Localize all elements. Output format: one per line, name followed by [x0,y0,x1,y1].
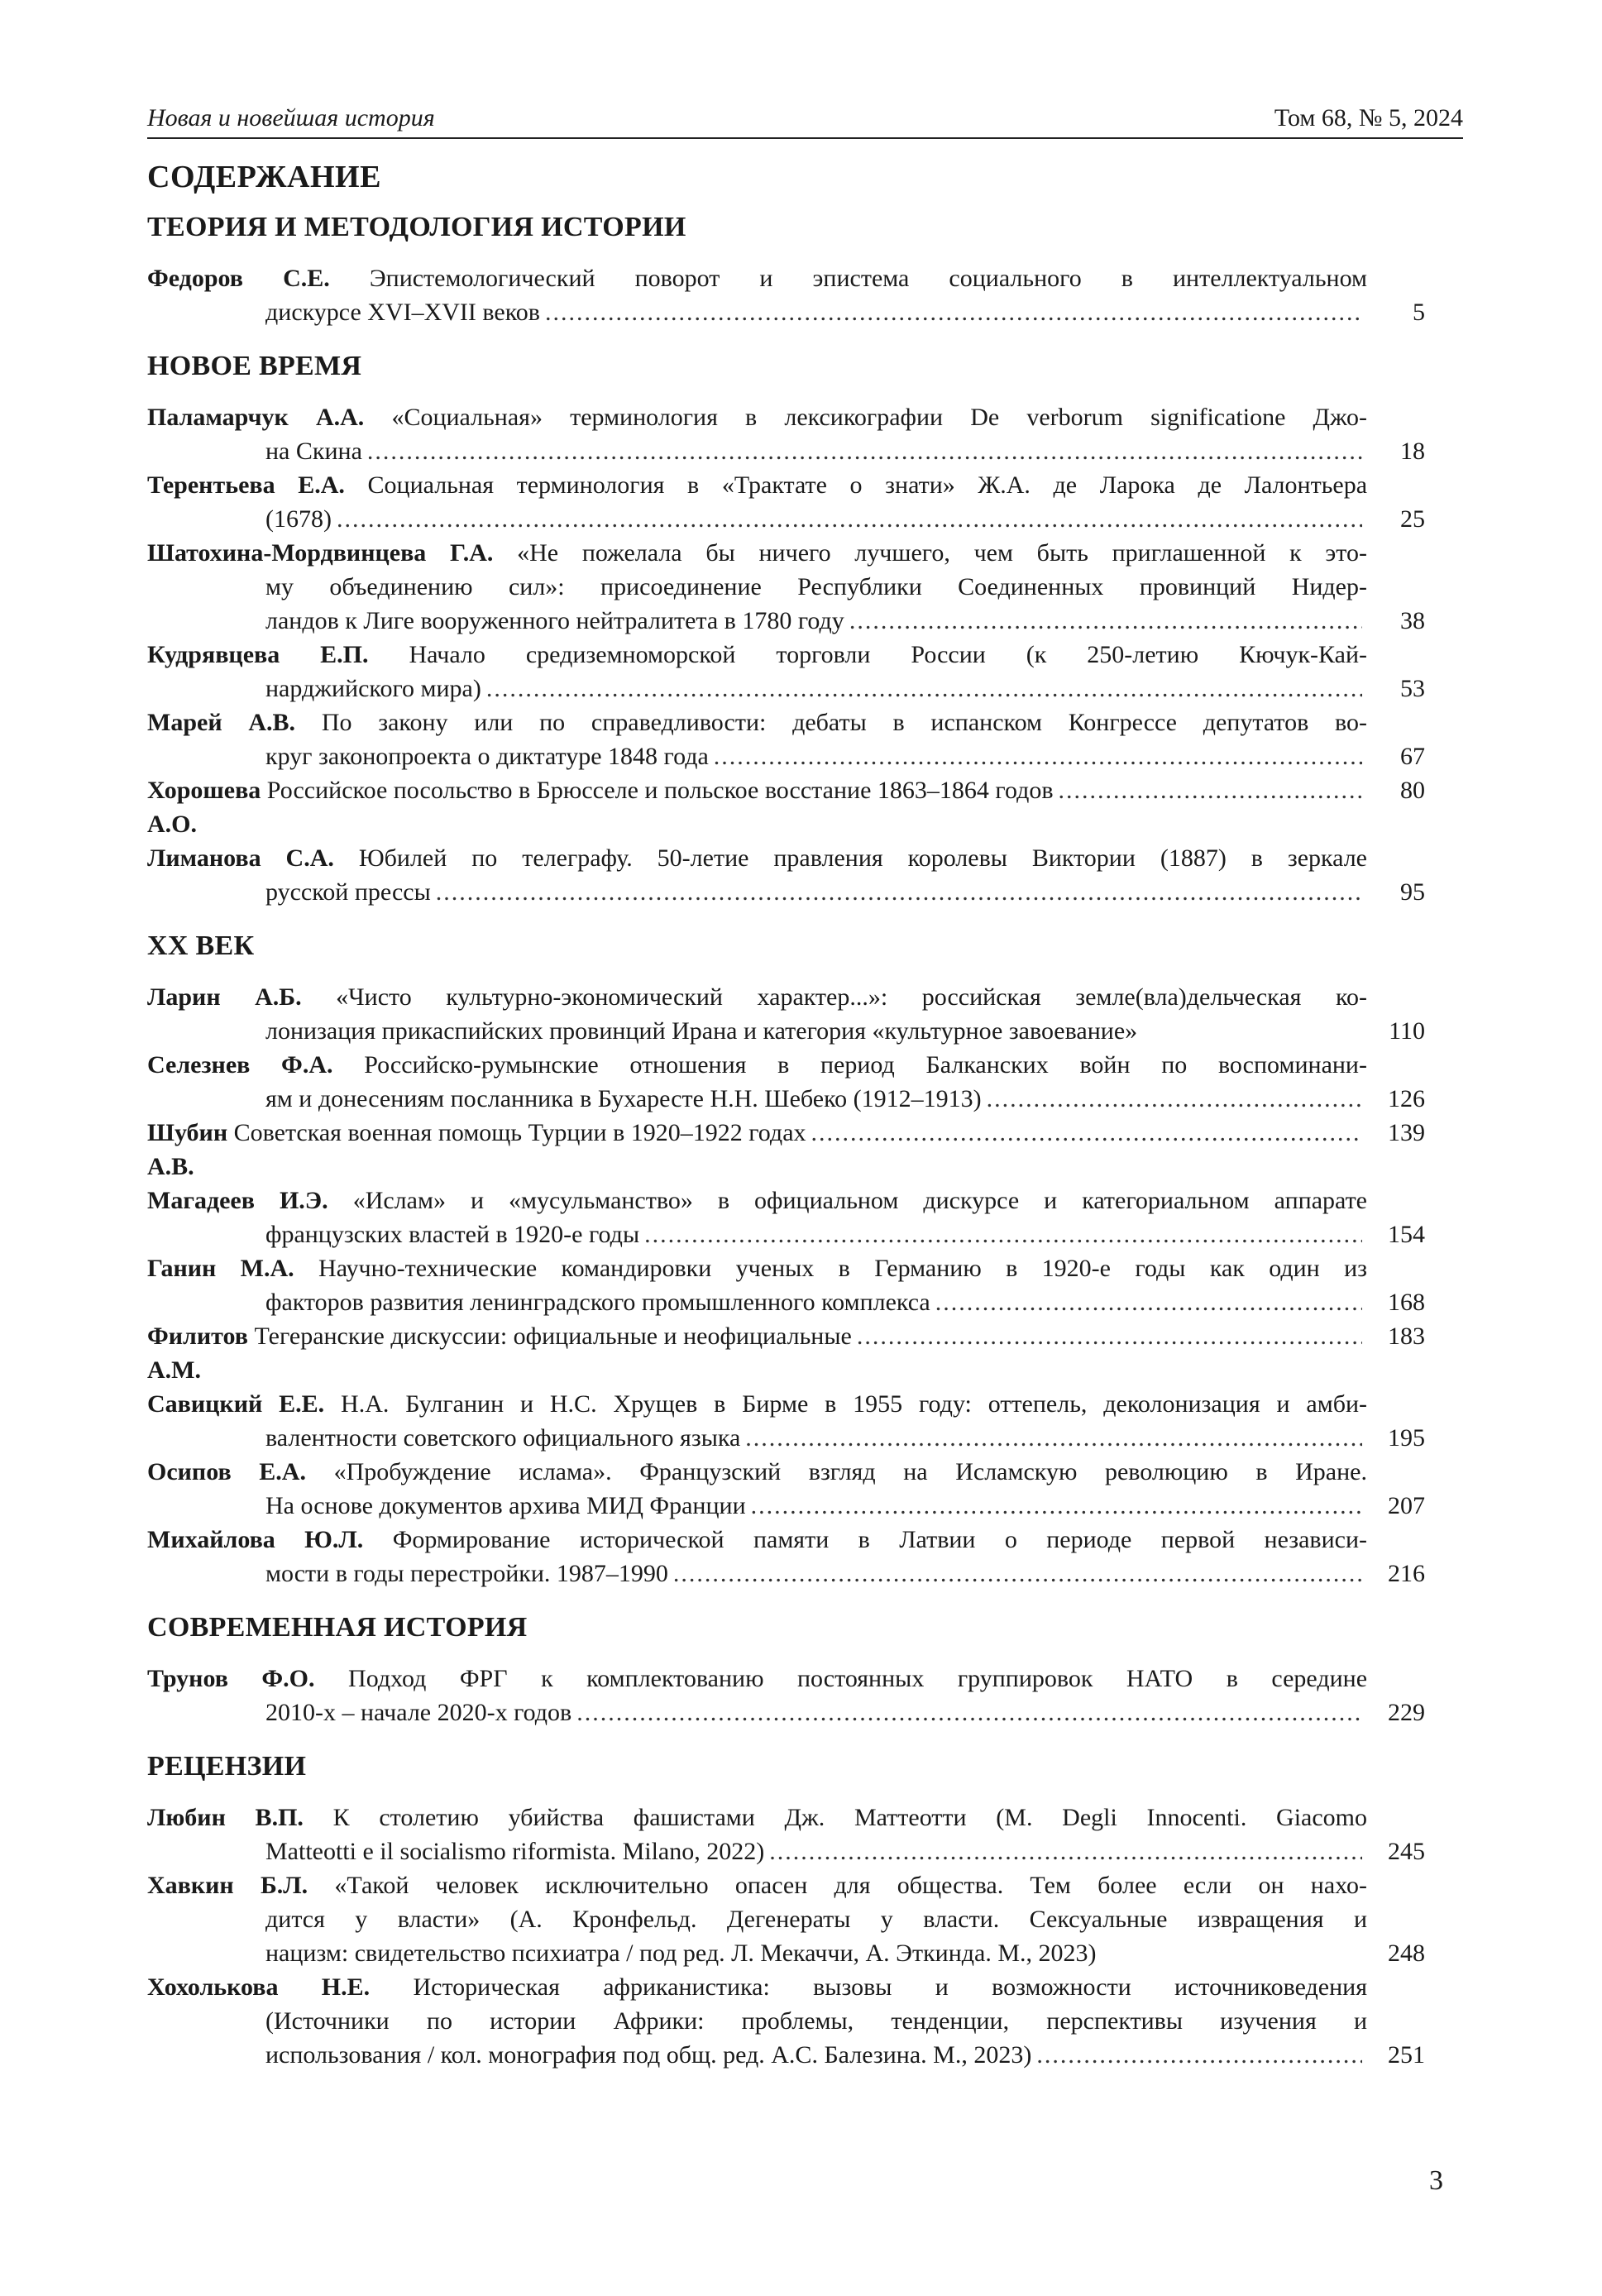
entry-title-line: Формирование исторической памяти в Латвии о периоде первой независи- [392,1526,1367,1553]
entry-title-line: французских властей в 1920-е годы [265,1221,640,1248]
entry-title-line: «Пробуждение ислама». Французский взгляд на Исламскую революцию в Иране. [333,1458,1367,1485]
dot-leader [714,739,1362,773]
entry-title-line: нацизм: свидетельство психиатра / под ред. Л. Мекаччи, А. Эткинда. М., 2023) [265,1940,1097,1967]
entry-page-number: 5 [1413,299,1425,326]
entry-author: Савицкий Е.Е. [147,1390,325,1418]
toc-entry[interactable] [147,1868,1425,1970]
entry-author: Любин В.П. [147,1804,304,1831]
toc-entry[interactable] [147,468,1425,536]
toc-list [147,261,1425,329]
dot-leader [1036,2038,1362,2072]
entry-title-line: «Такой человек исключительно опасен для общества. Тем более если он нахо- [334,1872,1367,1899]
table-of-contents [147,159,1425,2072]
entry-page-number: 139 [1388,1119,1425,1146]
entry-page-number: 110 [1389,1017,1425,1045]
entry-author: Ларин А.Б. [147,983,302,1011]
entry-title-line: К столетию убийства фашистами Дж. Маттеотти (M. Degli Innocenti. Giacomo [332,1804,1368,1831]
entry-page-number: 154 [1388,1221,1425,1248]
entry-title-line: «Социальная» терминология в лексикографии De verborum significatione Джо- [391,404,1367,431]
entry-author: Селезнев Ф.А. [147,1051,333,1079]
toc-entry[interactable] [147,1251,1425,1319]
dot-leader [486,672,1362,706]
toc-entry[interactable] [147,706,1425,773]
toc-list [147,980,1425,1590]
entry-title-line: Н.А. Булганин и Н.С. Хрущев в Бирме в 1955 году: оттепель, деколонизация и амби- [341,1390,1368,1418]
entry-page-number: 248 [1388,1940,1425,1967]
toc-entry[interactable] [147,1523,1425,1590]
entry-page-number: 216 [1388,1560,1425,1587]
entry-title-line: Историческая африканистика: вызовы и возможности источниковедения [413,1973,1368,2001]
section-title: XX ВЕК [147,930,255,961]
entry-title-line: русской прессы [265,878,431,906]
journal-title: Новая и новейшая история [147,104,435,132]
entry-title-line: круг законопроекта о диктатуре 1848 года [265,743,709,770]
toc-list [147,1662,1425,1729]
entry-author: Филитов А.М. [147,1323,248,1384]
entry-title-line: Российско-румынские отношения в период Балканских войн по воспоминани- [364,1051,1367,1079]
entry-title-line: Подход ФРГ к комплектованию постоянных группировок НАТО в середине [348,1665,1368,1692]
entry-author: Трунов Ф.О. [147,1665,315,1692]
entry-page-number: 53 [1400,675,1425,702]
dot-leader [644,1217,1362,1251]
entry-page-number: 80 [1400,777,1425,804]
entry-author: Шубин А.В. [147,1119,228,1180]
entry-title-line: «Чисто культурно-экономический характер...»: российская земле(вла)дельческая ко- [336,983,1367,1011]
entry-page-number: 18 [1400,438,1425,465]
entry-title-line: Тегеранские дискуссии: официальные и неофициальные [254,1323,852,1350]
entry-author: Хавкин Б.Л. [147,1872,308,1899]
toc-entry[interactable] [147,1455,1425,1523]
entry-page-number: 38 [1400,607,1425,634]
toc-entry[interactable] [147,1184,1425,1251]
entry-title-line: Социальная терминология в «Трактате о знати» Ж.А. де Ларока де Лалонтьера [367,471,1368,499]
entry-title-line: «Ислам» и «мусульманство» в официальном дискурсе и категориальном аппарате [352,1187,1367,1214]
section-title: РЕЦЕНЗИИ [147,1751,307,1782]
dot-leader [1059,773,1362,807]
entry-title-line: Эпистемологический поворот и эпистема социального в интеллектуальном [369,265,1367,292]
entry-title-line: му объединению сил»: присоединение Республики Соединенных провинций Нидер- [265,573,1367,600]
dot-leader [367,434,1362,468]
entry-title-line: «Не пожелала бы ничего лучшего, чем быть приглашенной к это- [517,539,1368,567]
entry-title-line: лонизация прикаспийских провинций Ирана и категория «культурное завоевание» [265,1017,1138,1045]
entry-page-number: 195 [1388,1424,1425,1452]
running-head [147,89,1463,139]
entry-title-line: ландов к Лиге вооруженного нейтралитета в 1780 году [265,607,844,634]
entry-page-number: 207 [1388,1492,1425,1519]
entry-page-number: 67 [1400,743,1425,770]
toc-entry[interactable] [147,1319,1425,1387]
toc-entry[interactable] [147,1970,1425,2072]
entry-page-number: 95 [1400,878,1425,906]
section-title: ТЕОРИЯ И МЕТОДОЛОГИЯ ИСТОРИИ [147,212,686,242]
dot-leader [673,1557,1362,1590]
entry-title-line: (Источники по истории Африки: проблемы, тенденции, перспективы изучения и [265,2007,1367,2035]
dot-leader [811,1116,1362,1150]
toc-entry[interactable] [147,1048,1425,1116]
entry-page-number: 229 [1388,1699,1425,1726]
entry-title-line: мости в годы перестройки. 1987–1990 [265,1560,668,1587]
entry-page-number: 183 [1388,1323,1425,1350]
dot-leader [576,1696,1362,1729]
entry-page-number: 25 [1400,505,1425,533]
entry-author: Марей А.В. [147,709,296,736]
entry-author: Федоров С.Е. [147,265,330,292]
entry-title-line: факторов развития ленинградского промышленного комплекса [265,1289,930,1316]
toc-entry[interactable] [147,638,1425,706]
entry-title-line: использования / кол. монография под общ. ред. А.С. Балезина. М., 2023) [265,2041,1032,2069]
volume-issue: Том 68, № 5, 2024 [1274,104,1463,132]
entry-title-line: Matteotti e il socialismo riformista. Milano, 2022) [265,1838,765,1865]
entry-title-line: Российское посольство в Брюсселе и польское восстание 1863–1864 годов [266,777,1054,804]
dot-leader [849,604,1362,638]
toc-entry[interactable] [147,773,1425,841]
toc-entry[interactable] [147,1116,1425,1184]
entry-title-line: дится у власти» (А. Кронфельд. Дегенераты у власти. Сексуальные извращения и [265,1906,1367,1933]
entry-author: Магадеев И.Э. [147,1187,328,1214]
entry-title-line: Научно-технические командировки ученых в Германию в 1920-е годы как один из [318,1255,1367,1282]
entry-title-line: на Скина [265,438,362,465]
toc-entry[interactable] [147,1801,1425,1868]
dot-leader [987,1082,1362,1116]
dot-leader [745,1421,1362,1455]
entry-author: Лиманова С.А. [147,844,334,872]
entry-title-line: Советская военная помощь Турции в 1920–1922 годах [233,1119,806,1146]
entry-title-line: По закону или по справедливости: дебаты в испанском Конгрессе депутатов во- [321,709,1368,736]
toc-entry[interactable] [147,261,1425,329]
entry-page-number: 245 [1388,1838,1425,1865]
entry-title-line: (1678) [265,505,332,533]
entry-author: Кудрявцева Е.П. [147,641,369,668]
entry-title-line: дискурсе XVI–XVII веков [265,299,540,326]
toc-entry[interactable] [147,1387,1425,1455]
entry-title-line: валентности советского официального языка [265,1424,741,1452]
entry-author: Хорошева А.О. [147,777,261,838]
entry-title-line: На основе документов архива МИД Франции [265,1492,746,1519]
dot-leader [857,1319,1362,1353]
entry-title-line: нарджийского мира) [265,675,481,702]
entry-title-line: ям и донесениям посланника в Бухаресте Н.Н. Шебеко (1912–1913) [265,1085,982,1112]
toc-list [147,1801,1425,2072]
dot-leader [935,1285,1362,1319]
toc-entry[interactable] [147,841,1425,909]
entry-title-line: 2010-х – начале 2020-х годов [265,1699,572,1726]
entry-author: Шатохина-Мордвинцева Г.А. [147,539,494,567]
entry-author: Осипов Е.А. [147,1458,306,1485]
entry-page-number: 126 [1388,1085,1425,1112]
section-title: НОВОЕ ВРЕМЯ [147,351,362,381]
entry-author: Ганин М.А. [147,1255,294,1282]
toc-sections [147,212,1425,2072]
entry-page-number: 168 [1388,1289,1425,1316]
dot-leader [751,1489,1362,1523]
page-number: 3 [1429,2165,1443,2196]
entry-title-line: Начало средиземноморской торговли России (к 250-летию Кючук-Кай- [409,641,1367,668]
entry-author: Паламарчук А.А. [147,404,365,431]
entry-author: Терентьева Е.А. [147,471,345,499]
entry-author: Михайлова Ю.Л. [147,1526,364,1553]
entry-page-number: 251 [1388,2041,1425,2069]
toc-entry[interactable] [147,400,1425,468]
page-title: СОДЕРЖАНИЕ [147,160,381,194]
toc-entry[interactable] [147,1662,1425,1729]
section-title: СОВРЕМЕННАЯ ИСТОРИЯ [147,1612,528,1643]
dot-leader [436,875,1362,909]
dot-leader [545,295,1362,329]
dot-leader [769,1834,1362,1868]
entry-title-line: Юбилей по телеграфу. 50-летие правления королевы Виктории (1887) в зеркале [358,844,1368,872]
toc-list [147,400,1425,909]
toc-entry[interactable] [147,980,1425,1048]
dot-leader [337,502,1362,536]
entry-author: Хохолькова Н.Е. [147,1973,371,2001]
toc-entry[interactable] [147,536,1425,638]
